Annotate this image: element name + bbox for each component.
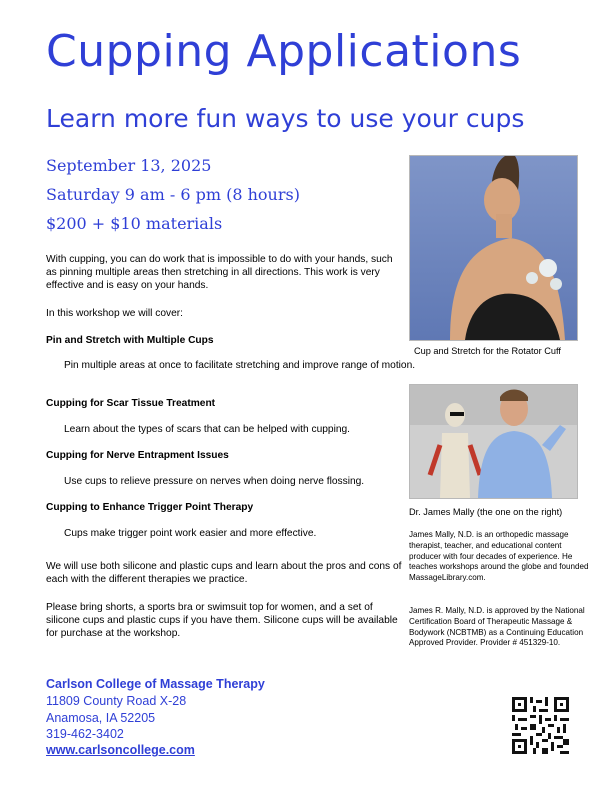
address-line-1: 11809 County Road X-28 (46, 694, 187, 708)
topic-heading: Cupping to Enhance Trigger Point Therapy (46, 502, 254, 513)
topic-heading: Cupping for Nerve Entrapment Issues (46, 450, 229, 461)
topic-text: Use cups to relieve pressure on nerves when doing nerve flossing. (64, 476, 365, 487)
page-title: Cupping Applications (46, 26, 522, 77)
event-date: September 13, 2025 (46, 156, 212, 175)
page-subtitle: Learn more fun ways to use your cups (46, 104, 525, 133)
topic-text: Pin multiple areas at once to facilitate stretching and improve range of motion. (64, 360, 416, 371)
topic-text: Learn about the types of scars that can be helped with cupping. (64, 424, 351, 435)
rotator-cuff-photo (409, 155, 578, 341)
instructor-caption: Dr. James Mally (the one on the right) (409, 507, 563, 517)
instructor-photo (409, 384, 578, 499)
rotator-cuff-photo-image (410, 156, 577, 340)
phone-number: 319-462-3402 (46, 727, 124, 741)
event-price: $200 + $10 materials (46, 214, 223, 233)
website-link[interactable]: www.carlsoncollege.com (46, 743, 195, 757)
event-time: Saturday 9 am - 6 pm (8 hours) (46, 185, 300, 204)
closing-paragraph: We will use both silicone and plastic cups and learn about the pros and cons of each with the different therapies we practice. (46, 561, 402, 585)
topic-text: Cups make trigger point work easier and more effective. (64, 528, 317, 539)
college-name: Carlson College of Massage Therapy (46, 677, 265, 691)
qr-code-icon[interactable] (512, 697, 569, 754)
provider-approval: James R. Mally, N.D. is approved by the National Certification Board of Therapeutic Massage & Bodywork (NCBTMB) as a Continuing Education Approved Provider. Provider # 451329-10. (409, 606, 585, 648)
qr-code-graphic (512, 697, 569, 754)
cover-intro: In this workshop we will cover: (46, 308, 184, 319)
topic-heading: Cupping for Scar Tissue Treatment (46, 398, 216, 409)
instructor-bio: James Mally, N.D. is an orthopedic massage therapist, teacher, and educational content producer with four decades of experience. He teaches workshops around the globe and founded MassageLibrary.com. (409, 530, 589, 583)
intro-paragraph: With cupping, you can do work that is impossible to do with your hands, such as pinning multiple areas then stretching in all directions. This work is very effective and is easy on your hands. (46, 254, 393, 291)
closing-paragraph: Please bring shorts, a sports bra or swimsuit top for women, and a set of silicone cups and plastic cups if you have them. Silicone cups will be available for purchase at the workshop. (46, 602, 398, 639)
rotator-cuff-caption: Cup and Stretch for the Rotator Cuff (414, 346, 561, 356)
address-line-2: Anamosa, IA 52205 (46, 711, 156, 725)
instructor-photo-image (410, 385, 577, 498)
topic-heading: Pin and Stretch with Multiple Cups (46, 335, 214, 346)
